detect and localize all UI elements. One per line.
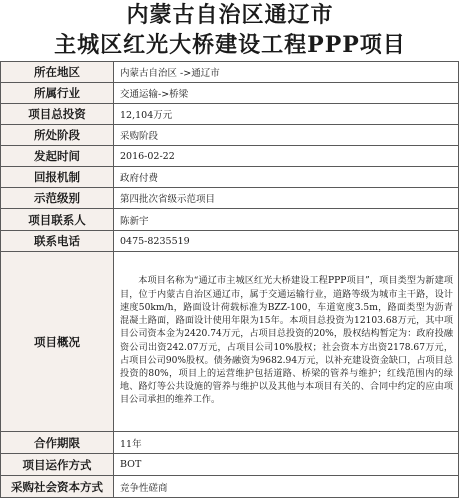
region-label: 所在地区: [1, 62, 114, 83]
overview-text: 本项目名称为“通辽市主城区红光大桥建设工程PPP项目”，项目类型为新建项目，位于内蒙古自治区通辽市，属于交通运输行业，道路等级为城市主干路，设计速度50km/h，路面设计荷载标准为BZZ-100，车道宽度3.5m，路面类型为沥青混凝土路面，路面设计使用年限为15年。本项目总投资为12103.68万元，其中项目公司资本金为2420.74万元，占项目总投资的20%，股权结构暂定为：政府投融资公司出资242.07万元，占项目公司10%股权；社会资本方出资2178.67万元，占项目公司90%股权。债务融资为9682.94万元，以补充建设资金缺口，占项目总投资的80%，项目上的运营维护包括道路、桥梁的管养与维护；红线范围内的绿地、路灯等公共设施的管养与维护以及其他与本项目有关的、合同中约定的应由项目公司承担的维养工作。: [120, 276, 453, 406]
total-investment-label: 项目总投资: [1, 104, 114, 125]
stage-value: 采购阶段: [114, 125, 459, 146]
row-start-date: [1, 146, 459, 167]
cooperation-period-label: 合作期限: [1, 432, 114, 454]
total-investment-value: 12,104万元: [114, 104, 459, 125]
return-mechanism-label: 回报机制: [1, 167, 114, 188]
demo-level-label: 示范级别: [1, 188, 114, 209]
row-demo-level: [1, 188, 459, 209]
row-return-mechanism: [1, 167, 459, 188]
row-region: [1, 62, 459, 83]
title-line-1: 内蒙古自治区通辽市: [126, 2, 334, 28]
overview-cell: [114, 252, 459, 432]
overview-label: 项目概况: [1, 252, 114, 432]
phone-label: 联系电话: [1, 231, 114, 252]
start-date-label: 发起时间: [1, 146, 114, 167]
operation-mode-label: 项目运作方式: [1, 454, 114, 476]
title-line-2: 主城区红光大桥建设工程PPP项目: [54, 32, 406, 58]
industry-label: 所属行业: [1, 83, 114, 104]
page-title: [0, 0, 460, 60]
project-info-table: [0, 61, 459, 498]
row-procurement-method: [1, 476, 459, 498]
contact-label: 项目联系人: [1, 209, 114, 231]
row-overview: [1, 252, 459, 432]
procurement-method-value: 竞争性磋商: [114, 476, 459, 498]
phone-value: 0475-8235519: [114, 231, 459, 252]
row-contact: [1, 209, 459, 231]
row-stage: [1, 125, 459, 146]
stage-label: 所处阶段: [1, 125, 114, 146]
region-value: 内蒙古自治区 ->通辽市: [114, 62, 459, 83]
operation-mode-value: BOT: [114, 454, 459, 476]
row-operation-mode: [1, 454, 459, 476]
cooperation-period-value: 11年: [114, 432, 459, 454]
return-mechanism-value: 政府付费: [114, 167, 459, 188]
demo-level-value: 第四批次省级示范项目: [114, 188, 459, 209]
industry-value: 交通运输->桥梁: [114, 83, 459, 104]
row-industry: [1, 83, 459, 104]
procurement-method-label: 采购社会资本方式: [1, 476, 114, 498]
row-total-investment: [1, 104, 459, 125]
row-cooperation-period: [1, 432, 459, 454]
contact-value: 陈新宇: [114, 209, 459, 231]
start-date-value: 2016-02-22: [114, 146, 459, 167]
row-phone: [1, 231, 459, 252]
